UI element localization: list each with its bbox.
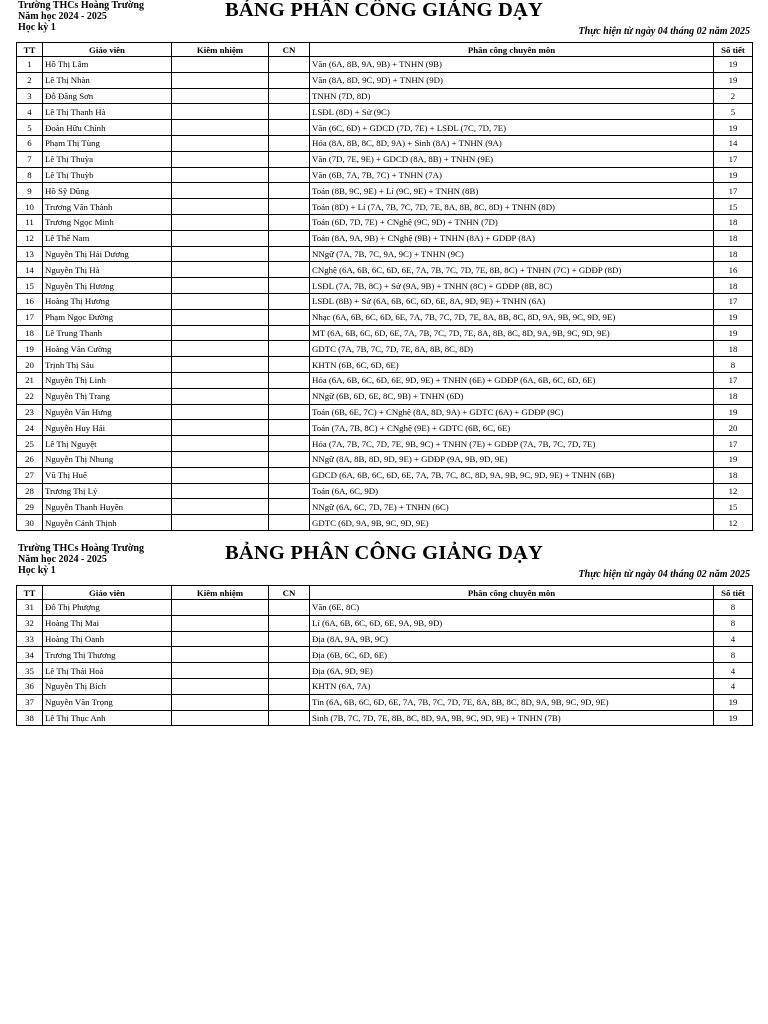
- cell-assignment: LSĐL (8B) + Sử (6A, 6B, 6C, 6D, 6E, 8A, 9D, 9E) + TNHN (6A): [310, 293, 714, 309]
- cell-cn: [269, 436, 310, 452]
- cell-extra: [172, 341, 269, 357]
- cell-cn: [269, 278, 310, 294]
- cell-periods: 19: [714, 72, 753, 88]
- cell-extra: [172, 631, 269, 647]
- cell-teacher: Lê Thị Nguyệt: [43, 436, 172, 452]
- cell-periods: 19: [714, 451, 753, 467]
- cell-cn: [269, 515, 310, 531]
- cell-tt: 6: [17, 135, 43, 151]
- cell-periods: 18: [714, 246, 753, 262]
- cell-assignment: Văn (8A, 8D, 9C, 9D) + TNHN (9D): [310, 72, 714, 88]
- table-row: [17, 710, 753, 726]
- cell-cn: [269, 357, 310, 373]
- cell-tt: 37: [17, 694, 43, 710]
- cell-periods: 18: [714, 214, 753, 230]
- col-header-cn: CN: [269, 586, 310, 600]
- cell-cn: [269, 199, 310, 215]
- cell-cn: [269, 710, 310, 726]
- cell-cn: [269, 72, 310, 88]
- cell-tt: 4: [17, 104, 43, 120]
- table-row: [17, 678, 753, 694]
- semester: Học kỳ 1: [18, 565, 56, 576]
- effective-date: Thực hiện từ ngày 04 tháng 02 năm 2025: [578, 569, 750, 580]
- cell-assignment: Địa (6B, 6C, 6D, 6E): [310, 647, 714, 663]
- cell-teacher: Lê Thị Thuỳa: [43, 151, 172, 167]
- cell-extra: [172, 515, 269, 531]
- cell-extra: [172, 167, 269, 183]
- cell-assignment: KHTN (6B, 6C, 6D, 6E): [310, 357, 714, 373]
- cell-assignment: Lí (6A, 6B, 6C, 6D, 6E, 9A, 9B, 9D): [310, 615, 714, 631]
- cell-cn: [269, 615, 310, 631]
- table-row: [17, 499, 753, 515]
- cell-extra: [172, 499, 269, 515]
- cell-teacher: Vũ Thị Huế: [43, 467, 172, 483]
- document-header: [16, 0, 752, 42]
- table-row: [17, 72, 753, 88]
- document-title: BẢNG PHÂN CÔNG GIẢNG DẠY: [225, 0, 543, 21]
- table-row: [17, 293, 753, 309]
- cell-teacher: Lê Thế Nam: [43, 230, 172, 246]
- table-row: [17, 467, 753, 483]
- cell-tt: 19: [17, 341, 43, 357]
- cell-assignment: Hóa (8A, 8B, 8C, 8D, 9A) + Sinh (8A) + TNHN (9A): [310, 135, 714, 151]
- cell-tt: 31: [17, 600, 43, 616]
- cell-cn: [269, 388, 310, 404]
- cell-cn: [269, 341, 310, 357]
- cell-extra: [172, 88, 269, 104]
- cell-assignment: Địa (6A, 9D, 9E): [310, 663, 714, 679]
- cell-tt: 10: [17, 199, 43, 215]
- cell-extra: [172, 600, 269, 616]
- cell-cn: [269, 325, 310, 341]
- table-row: [17, 372, 753, 388]
- table-header-row: [17, 43, 753, 57]
- cell-extra: [172, 483, 269, 499]
- cell-periods: 15: [714, 499, 753, 515]
- cell-tt: 1: [17, 57, 43, 73]
- table-row: [17, 262, 753, 278]
- cell-periods: 17: [714, 183, 753, 199]
- cell-teacher: Nguyễn Thị Hải Dương: [43, 246, 172, 262]
- table-row: [17, 309, 753, 325]
- cell-teacher: Phạm Thị Tùng: [43, 135, 172, 151]
- cell-periods: 12: [714, 483, 753, 499]
- cell-extra: [172, 230, 269, 246]
- cell-teacher: Lê Thị Thuỳb: [43, 167, 172, 183]
- cell-assignment: Văn (7D, 7E, 9E) + GDCD (8A, 8B) + TNHN (9E): [310, 151, 714, 167]
- table-row: [17, 647, 753, 663]
- cell-assignment: Toán (8D) + Lí (7A, 7B, 7C, 7D, 7E, 8A, 8B, 8C, 8D) + TNHN (8D): [310, 199, 714, 215]
- cell-assignment: Toán (6B, 6E, 7C) + CNghệ (8A, 8D, 9A) + GDTC (6A) + GDĐP (9C): [310, 404, 714, 420]
- cell-periods: 8: [714, 647, 753, 663]
- cell-periods: 4: [714, 678, 753, 694]
- cell-periods: 4: [714, 663, 753, 679]
- cell-teacher: Trương Thị Thương: [43, 647, 172, 663]
- cell-periods: 16: [714, 262, 753, 278]
- cell-tt: 28: [17, 483, 43, 499]
- cell-extra: [172, 663, 269, 679]
- cell-periods: 2: [714, 88, 753, 104]
- cell-cn: [269, 499, 310, 515]
- effective-date: Thực hiện từ ngày 04 tháng 02 năm 2025: [578, 26, 750, 37]
- cell-extra: [172, 647, 269, 663]
- cell-tt: 29: [17, 499, 43, 515]
- cell-teacher: Nguyễn Thị Hương: [43, 278, 172, 294]
- cell-tt: 12: [17, 230, 43, 246]
- cell-teacher: Hoàng Văn Cường: [43, 341, 172, 357]
- cell-extra: [172, 309, 269, 325]
- cell-tt: 11: [17, 214, 43, 230]
- cell-periods: 4: [714, 631, 753, 647]
- cell-extra: [172, 694, 269, 710]
- cell-cn: [269, 183, 310, 199]
- cell-extra: [172, 72, 269, 88]
- cell-tt: 32: [17, 615, 43, 631]
- cell-tt: 15: [17, 278, 43, 294]
- cell-teacher: Nguyễn Cảnh Thịnh: [43, 515, 172, 531]
- table-row: [17, 436, 753, 452]
- table-row: [17, 325, 753, 341]
- cell-assignment: Hóa (7A, 7B, 7C, 7D, 7E, 9B, 9C) + TNHN (7E) + GDĐP (7A, 7B, 7C, 7D, 7E): [310, 436, 714, 452]
- cell-teacher: Lê Thị Nhàn: [43, 72, 172, 88]
- cell-periods: 18: [714, 388, 753, 404]
- cell-assignment: Nhạc (6A, 6B, 6C, 6D, 6E, 7A, 7B, 7C, 7D, 7E, 8A, 8B, 8C, 8D, 9A, 9B, 9C, 9D, 9E): [310, 309, 714, 325]
- table-row: [17, 404, 753, 420]
- cell-extra: [172, 151, 269, 167]
- cell-periods: 19: [714, 710, 753, 726]
- cell-assignment: Toán (8B, 9C, 9E) + Lí (9C, 9E) + TNHN (8B): [310, 183, 714, 199]
- cell-teacher: Trương Văn Thành: [43, 199, 172, 215]
- col-header-teacher: Giáo viên: [43, 586, 172, 600]
- table-row: [17, 420, 753, 436]
- school-name: Trường THCs Hoàng Trường: [18, 0, 144, 11]
- cell-tt: 24: [17, 420, 43, 436]
- cell-tt: 38: [17, 710, 43, 726]
- cell-periods: 19: [714, 120, 753, 136]
- cell-tt: 9: [17, 183, 43, 199]
- cell-teacher: Hoàng Thị Oanh: [43, 631, 172, 647]
- cell-assignment: GDTC (6D, 9A, 9B, 9C, 9D, 9E): [310, 515, 714, 531]
- cell-assignment: NNgữ (6A, 6C, 7D, 7E) + TNHN (6C): [310, 499, 714, 515]
- cell-cn: [269, 167, 310, 183]
- cell-tt: 23: [17, 404, 43, 420]
- table-row: [17, 515, 753, 531]
- page-section-2: [16, 543, 752, 726]
- cell-cn: [269, 151, 310, 167]
- cell-extra: [172, 451, 269, 467]
- cell-teacher: Nguyễn Văn Hưng: [43, 404, 172, 420]
- cell-cn: [269, 57, 310, 73]
- cell-assignment: Văn (6B, 7A, 7B, 7C) + TNHN (7A): [310, 167, 714, 183]
- cell-cn: [269, 631, 310, 647]
- cell-teacher: Đỗ Thị Phượng: [43, 600, 172, 616]
- cell-assignment: NNgữ (7A, 7B, 7C, 9A, 9C) + TNHN (9C): [310, 246, 714, 262]
- cell-extra: [172, 615, 269, 631]
- cell-cn: [269, 467, 310, 483]
- cell-periods: 15: [714, 199, 753, 215]
- cell-teacher: Nguyễn Thị Trang: [43, 388, 172, 404]
- cell-teacher: Nguyễn Thanh Huyền: [43, 499, 172, 515]
- cell-periods: 19: [714, 57, 753, 73]
- cell-assignment: LSĐL (7A, 7B, 8C) + Sử (9A, 9B) + TNHN (8C) + GDĐP (8B, 8C): [310, 278, 714, 294]
- table-row: [17, 57, 753, 73]
- cell-cn: [269, 678, 310, 694]
- cell-teacher: Trịnh Thị Sáu: [43, 357, 172, 373]
- cell-cn: [269, 246, 310, 262]
- cell-extra: [172, 436, 269, 452]
- col-header-teacher: Giáo viên: [43, 43, 172, 57]
- cell-teacher: Nguyễn Thị Nhung: [43, 451, 172, 467]
- col-header-assignment: Phân công chuyên môn: [310, 586, 714, 600]
- cell-cn: [269, 293, 310, 309]
- cell-periods: 8: [714, 615, 753, 631]
- cell-cn: [269, 88, 310, 104]
- cell-tt: 33: [17, 631, 43, 647]
- cell-cn: [269, 483, 310, 499]
- cell-assignment: Sinh (7B, 7C, 7D, 7E, 8B, 8C, 8D, 9A, 9B, 9C, 9D, 9E) + TNHN (7B): [310, 710, 714, 726]
- cell-teacher: Hồ Sỹ Dũng: [43, 183, 172, 199]
- cell-extra: [172, 278, 269, 294]
- cell-assignment: NNgữ (6B, 6D, 6E, 8C, 9B) + TNHN (6D): [310, 388, 714, 404]
- cell-periods: 19: [714, 325, 753, 341]
- cell-extra: [172, 372, 269, 388]
- cell-extra: [172, 467, 269, 483]
- cell-tt: 30: [17, 515, 43, 531]
- table-row: [17, 483, 753, 499]
- cell-cn: [269, 120, 310, 136]
- cell-tt: 13: [17, 246, 43, 262]
- cell-extra: [172, 135, 269, 151]
- cell-tt: 2: [17, 72, 43, 88]
- table-row: [17, 694, 753, 710]
- table-row: [17, 341, 753, 357]
- cell-cn: [269, 694, 310, 710]
- col-header-periods: Số tiết: [714, 43, 753, 57]
- cell-teacher: Nguyễn Thị Hà: [43, 262, 172, 278]
- cell-periods: 18: [714, 341, 753, 357]
- table-row: [17, 183, 753, 199]
- cell-cn: [269, 600, 310, 616]
- col-header-periods: Số tiết: [714, 586, 753, 600]
- cell-teacher: Đỗ Đăng Sơn: [43, 88, 172, 104]
- table-body: [17, 600, 753, 726]
- cell-extra: [172, 214, 269, 230]
- assignment-table: [16, 585, 753, 726]
- cell-extra: [172, 404, 269, 420]
- cell-assignment: GDCD (6A, 6B, 6C, 6D, 6E, 7A, 7B, 7C, 8C, 8D, 9A, 9B, 9C, 9D, 9E) + TNHN (6B): [310, 467, 714, 483]
- cell-cn: [269, 647, 310, 663]
- cell-cn: [269, 663, 310, 679]
- table-header-row: [17, 586, 753, 600]
- cell-periods: 17: [714, 293, 753, 309]
- table-row: [17, 615, 753, 631]
- school-year: Năm học 2024 - 2025: [18, 11, 107, 22]
- col-header-tt: TT: [17, 586, 43, 600]
- cell-extra: [172, 57, 269, 73]
- cell-teacher: Hoàng Thị Hương: [43, 293, 172, 309]
- cell-extra: [172, 357, 269, 373]
- col-header-extra: Kiêm nhiệm: [172, 43, 269, 57]
- table-row: [17, 230, 753, 246]
- cell-extra: [172, 388, 269, 404]
- cell-periods: 19: [714, 167, 753, 183]
- cell-periods: 17: [714, 436, 753, 452]
- cell-cn: [269, 372, 310, 388]
- cell-assignment: Văn (6C, 6D) + GDCD (7D, 7E) + LSĐL (7C, 7D, 7E): [310, 120, 714, 136]
- col-header-extra: Kiêm nhiệm: [172, 586, 269, 600]
- cell-teacher: Hồ Thị Lâm: [43, 57, 172, 73]
- cell-assignment: KHTN (6A, 7A): [310, 678, 714, 694]
- cell-cn: [269, 309, 310, 325]
- cell-tt: 17: [17, 309, 43, 325]
- cell-cn: [269, 451, 310, 467]
- cell-assignment: MT (6A, 6B, 6C, 6D, 6E, 7A, 7B, 7C, 7D, 7E, 8A, 8B, 8C, 8D, 9A, 9B, 9C, 9D, 9E): [310, 325, 714, 341]
- cell-periods: 8: [714, 600, 753, 616]
- table-row: [17, 88, 753, 104]
- cell-assignment: GDTC (7A, 7B, 7C, 7D, 7E, 8A, 8B, 8C, 8D): [310, 341, 714, 357]
- document-title: BẢNG PHÂN CÔNG GIẢNG DẠY: [225, 542, 543, 564]
- cell-extra: [172, 120, 269, 136]
- cell-teacher: Nguyễn Thị Linh: [43, 372, 172, 388]
- cell-tt: 25: [17, 436, 43, 452]
- cell-cn: [269, 262, 310, 278]
- cell-periods: 17: [714, 372, 753, 388]
- cell-extra: [172, 104, 269, 120]
- cell-periods: 12: [714, 515, 753, 531]
- table-row: [17, 600, 753, 616]
- cell-assignment: Văn (6E, 8C): [310, 600, 714, 616]
- table-row: [17, 357, 753, 373]
- table-row: [17, 663, 753, 679]
- school-name: Trường THCs Hoàng Trường: [18, 543, 144, 554]
- cell-extra: [172, 325, 269, 341]
- cell-tt: 8: [17, 167, 43, 183]
- cell-assignment: Toán (7A, 7B, 8C) + CNghệ (9E) + GDTC (6B, 6C, 6E): [310, 420, 714, 436]
- table-row: [17, 631, 753, 647]
- cell-extra: [172, 678, 269, 694]
- cell-tt: 35: [17, 663, 43, 679]
- cell-extra: [172, 420, 269, 436]
- cell-teacher: Phạm Ngọc Đường: [43, 309, 172, 325]
- cell-tt: 7: [17, 151, 43, 167]
- cell-tt: 34: [17, 647, 43, 663]
- cell-assignment: CNghệ (6A, 6B, 6C, 6D, 6E, 7A, 7B, 7C, 7D, 7E, 8B, 8C) + TNHN (7C) + GDĐP (8D): [310, 262, 714, 278]
- cell-tt: 22: [17, 388, 43, 404]
- table-row: [17, 388, 753, 404]
- cell-cn: [269, 420, 310, 436]
- cell-tt: 20: [17, 357, 43, 373]
- table-body: [17, 57, 753, 531]
- cell-periods: 19: [714, 309, 753, 325]
- cell-periods: 20: [714, 420, 753, 436]
- cell-extra: [172, 262, 269, 278]
- cell-assignment: LSĐL (8D) + Sử (9C): [310, 104, 714, 120]
- cell-teacher: Lê Thị Thanh Hà: [43, 104, 172, 120]
- cell-periods: 18: [714, 467, 753, 483]
- cell-tt: 5: [17, 120, 43, 136]
- cell-assignment: Văn (6A, 8B, 9A, 9B) + TNHN (9B): [310, 57, 714, 73]
- cell-assignment: Toán (8A, 9A, 9B) + CNghệ (9B) + TNHN (8A) + GDĐP (8A): [310, 230, 714, 246]
- cell-assignment: Hóa (6A, 6B, 6C, 6D, 6E, 9D, 9E) + TNHN (6E) + GDĐP (6A, 6B, 6C, 6D, 6E): [310, 372, 714, 388]
- table-row: [17, 246, 753, 262]
- cell-cn: [269, 230, 310, 246]
- table-row: [17, 135, 753, 151]
- cell-teacher: Lê Thị Thục Anh: [43, 710, 172, 726]
- cell-tt: 26: [17, 451, 43, 467]
- col-header-assignment: Phân công chuyên môn: [310, 43, 714, 57]
- cell-assignment: Tin (6A, 6B, 6C, 6D, 6E, 7A, 7B, 7C, 7D, 7E, 8A, 8B, 8C, 8D, 9A, 9B, 9C, 9D, 9E): [310, 694, 714, 710]
- cell-teacher: Lê Thị Thái Hoà: [43, 663, 172, 679]
- cell-teacher: Trương Thị Lý: [43, 483, 172, 499]
- cell-tt: 21: [17, 372, 43, 388]
- cell-cn: [269, 214, 310, 230]
- cell-teacher: Đoàn Hữu Chính: [43, 120, 172, 136]
- table-row: [17, 104, 753, 120]
- cell-extra: [172, 183, 269, 199]
- assignment-table: [16, 42, 753, 531]
- cell-tt: 18: [17, 325, 43, 341]
- cell-assignment: Địa (8A, 9A, 9B, 9C): [310, 631, 714, 647]
- cell-teacher: Nguyễn Huy Hải: [43, 420, 172, 436]
- cell-extra: [172, 710, 269, 726]
- table-row: [17, 451, 753, 467]
- cell-cn: [269, 404, 310, 420]
- cell-teacher: Nguyễn Văn Trọng: [43, 694, 172, 710]
- cell-assignment: Toán (6A, 6C, 9D): [310, 483, 714, 499]
- cell-assignment: NNgữ (8A, 8B, 8D, 9D, 9E) + GDĐP (9A, 9B, 9D, 9E): [310, 451, 714, 467]
- cell-cn: [269, 104, 310, 120]
- table-row: [17, 120, 753, 136]
- cell-tt: 27: [17, 467, 43, 483]
- cell-tt: 3: [17, 88, 43, 104]
- cell-periods: 17: [714, 151, 753, 167]
- cell-assignment: Toán (6D, 7D, 7E) + CNghệ (9C, 9D) + TNHN (7D): [310, 214, 714, 230]
- cell-periods: 18: [714, 230, 753, 246]
- cell-tt: 14: [17, 262, 43, 278]
- cell-periods: 14: [714, 135, 753, 151]
- cell-extra: [172, 293, 269, 309]
- semester: Học kỳ 1: [18, 22, 56, 33]
- cell-periods: 18: [714, 278, 753, 294]
- table-row: [17, 214, 753, 230]
- cell-tt: 36: [17, 678, 43, 694]
- table-row: [17, 199, 753, 215]
- page-section-1: [16, 0, 752, 531]
- col-header-tt: TT: [17, 43, 43, 57]
- cell-teacher: Trương Ngọc Minh: [43, 214, 172, 230]
- cell-teacher: Hoàng Thị Mai: [43, 615, 172, 631]
- document-header: [16, 543, 752, 585]
- school-year: Năm học 2024 - 2025: [18, 554, 107, 565]
- cell-teacher: Nguyễn Thị Bích: [43, 678, 172, 694]
- cell-cn: [269, 135, 310, 151]
- table-row: [17, 278, 753, 294]
- col-header-cn: CN: [269, 43, 310, 57]
- cell-periods: 5: [714, 104, 753, 120]
- table-row: [17, 167, 753, 183]
- table-row: [17, 151, 753, 167]
- cell-tt: 16: [17, 293, 43, 309]
- cell-periods: 8: [714, 357, 753, 373]
- cell-assignment: TNHN (7D, 8D): [310, 88, 714, 104]
- cell-periods: 19: [714, 404, 753, 420]
- cell-extra: [172, 246, 269, 262]
- cell-periods: 19: [714, 694, 753, 710]
- cell-teacher: Lê Trung Thanh: [43, 325, 172, 341]
- cell-extra: [172, 199, 269, 215]
